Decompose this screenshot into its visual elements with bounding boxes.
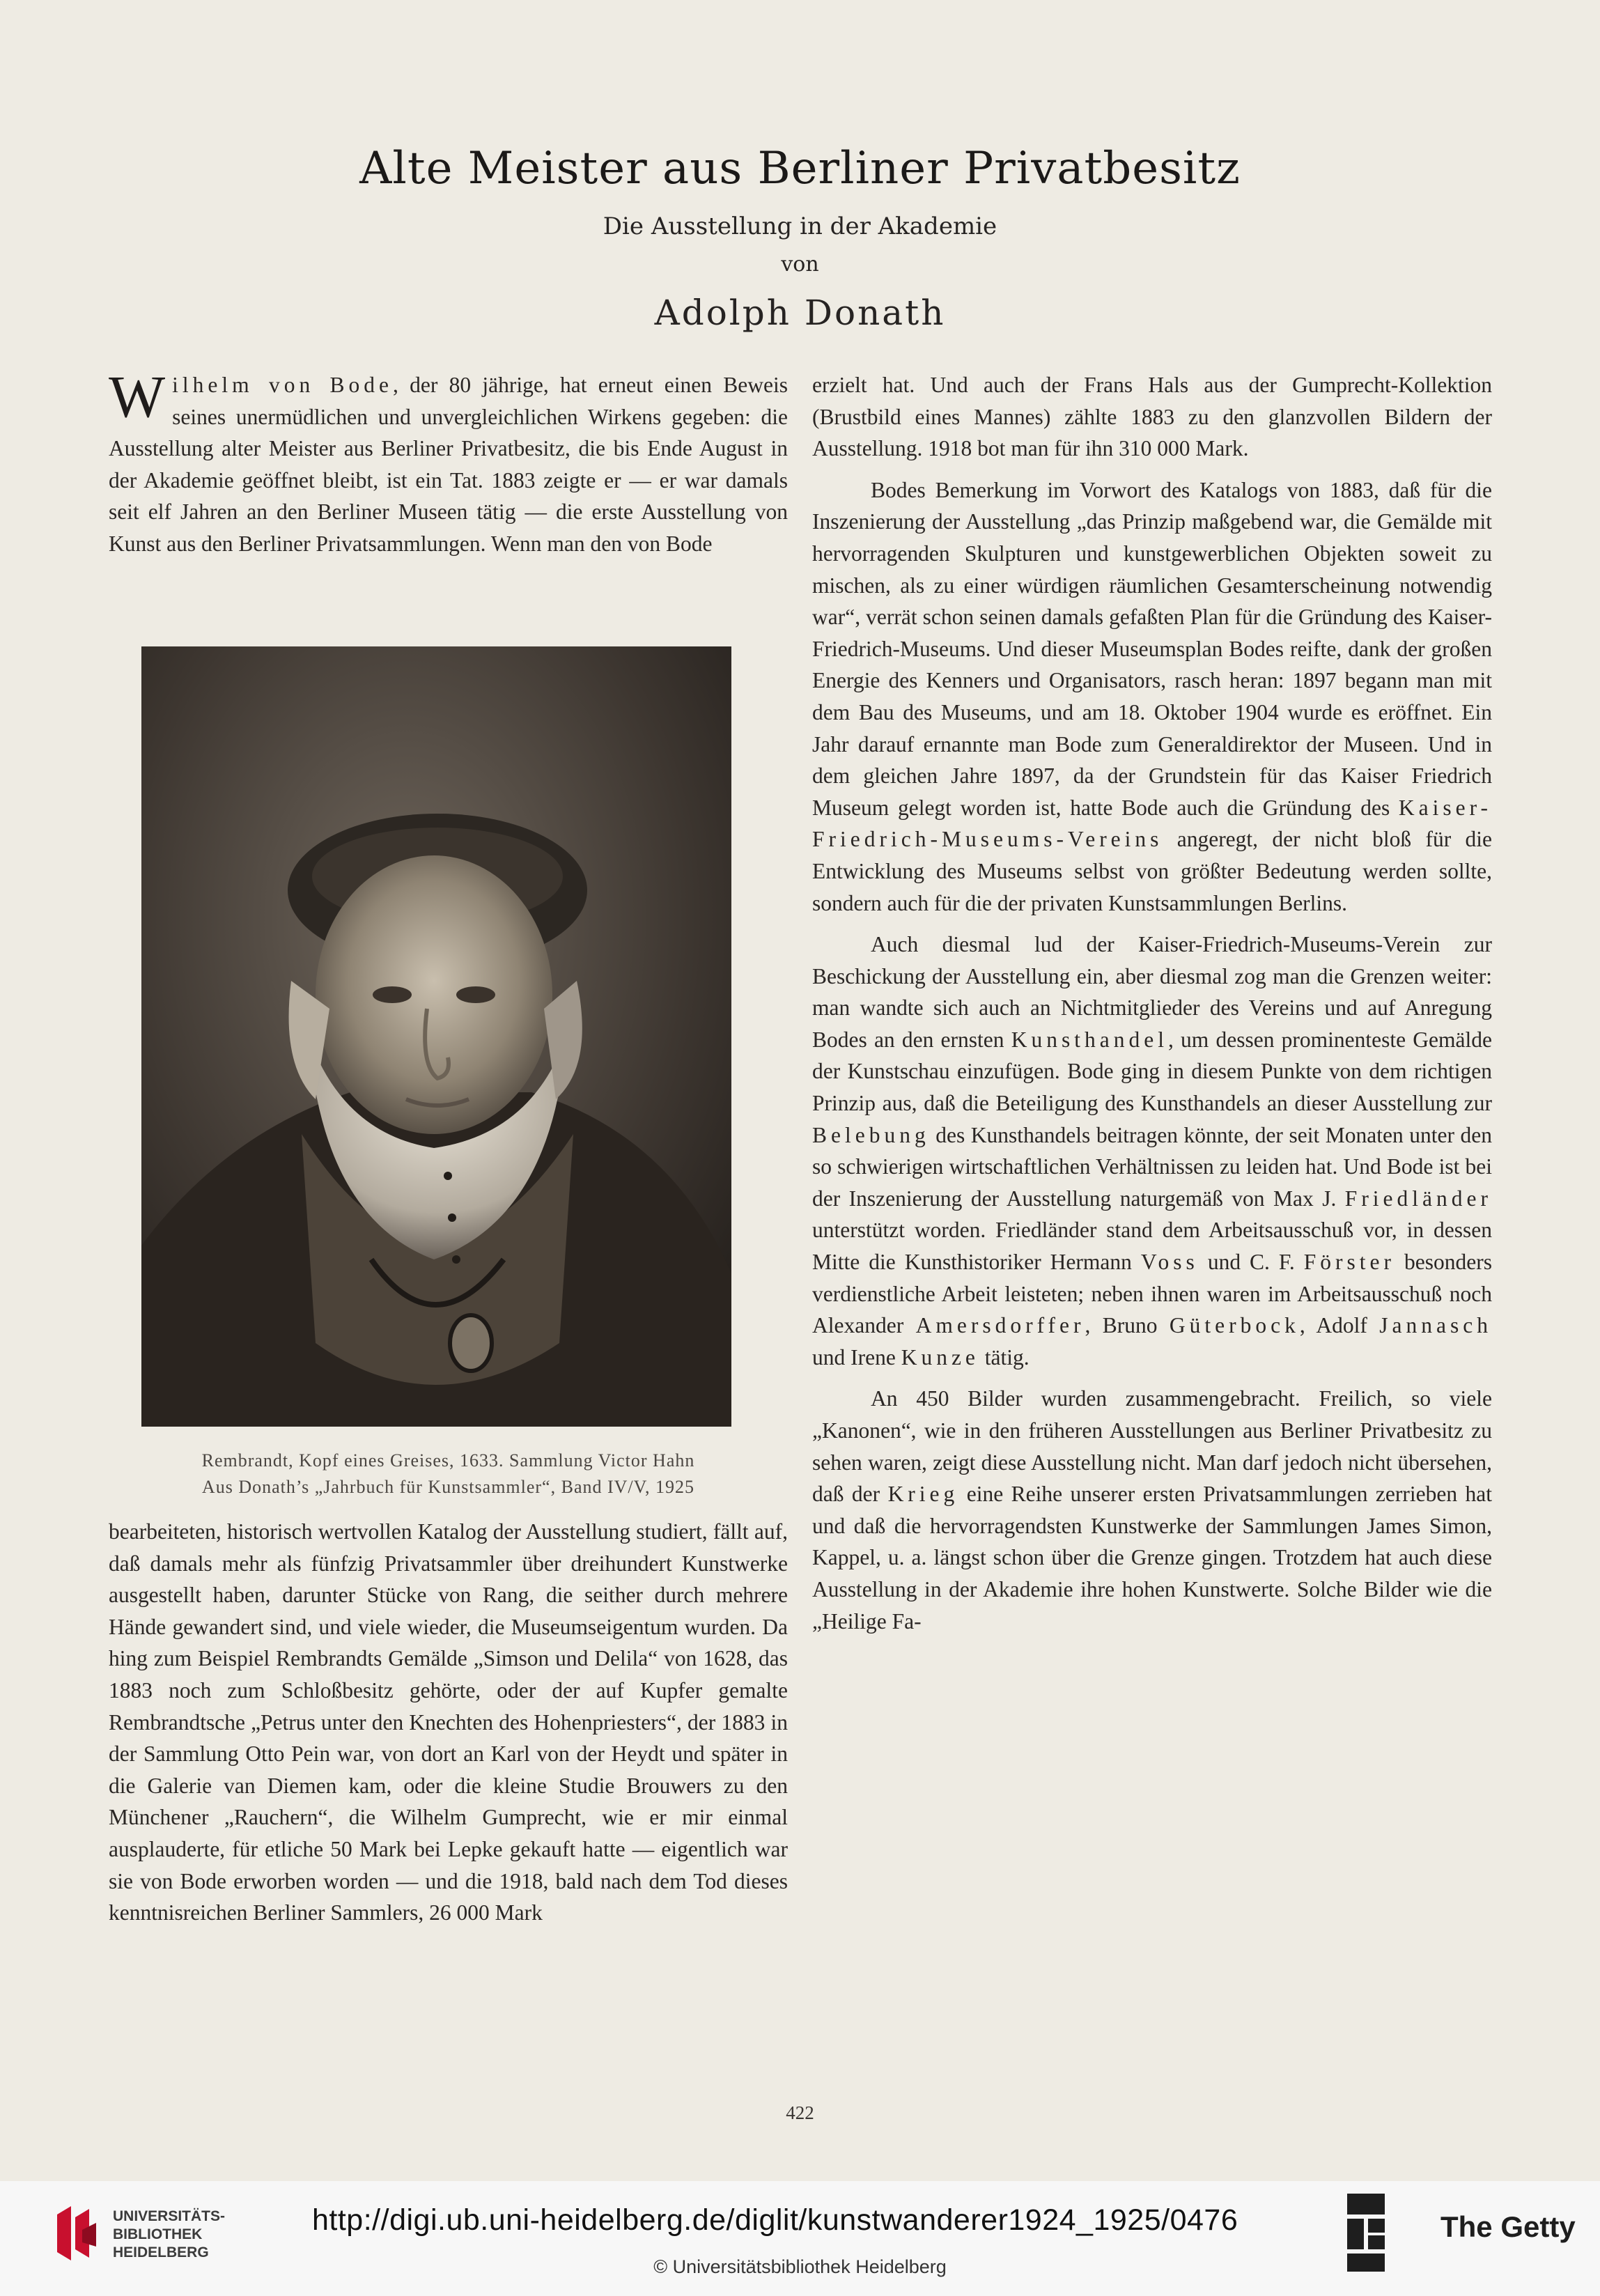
- paragraph: [812, 929, 1492, 1373]
- paragraph: bearbeiteten, historisch wertvollen Katalog der Ausstellung studiert, fällt auf, daß damals mehr als fünfzig Privatsammler über dreihundert Kunstwerke ausgestellt haben, darunter Stücke von Rang, die seither durch mehrere Hände gewandert sind, und viele wieder, die Museumseigentum wurden. Da hing zum Beispiel Rembrandts Gemälde „Simson und Delila“ von 1628, das 1883 noch zum Schloßbesitz gehörte, oder der auf Kupfer gemalte Rembrandtsche „Petrus unter den Knechten des Hohenpriesters“, der 1883 in der Sammlung Otto Pein war, von dort an Karl von der Heydt und später in die Galerie van Diemen kam, oder die kleine Studie Brouwers zu den Münchener „Rauchern“, die Wilhelm Gumprecht, wie er mir einmal ausplauderte, für etliche 50 Mark bei Lepke gekauft hatte — eigentlich war sie von Bode erworben worden — und die 1918, bald nach dem Tod dieses kenntnisreichen Berliner Sammlers, 26 000 Mark: [109, 1519, 788, 1925]
- paragraph-text: und Irene: [812, 1344, 901, 1370]
- paragraph-text: Bodes Bemerkung im Vorwort des Katalogs von 1883, daß für die Inszenierung der Ausstellung „das Prinzip maßgebend war, die Gemälde mit hervorragenden Skulpturen und kunstgewerblichen Objekten soweit zu mischen, als zu einer würdigen räumlichen Gesamterscheinung notwendig war“, verrät schon seinen damals gefaßten Plan für die Gründung des Kaiser-Friedrich-Museums. Und dieser Museumsplan Bodes reifte, dank der großen Energie des Kenners und Organisators, rasch heran: 1897 begann man mit dem Bau des Museums, und am 18. Oktober 1904 wurde es eröffnet. Ein Jahr darauf ernannte man Bode zum Generaldirektor der Museen. Und in dem gleichen Jahre 1897, da der Grundstein für das Kaiser Friedrich Museum gelegt worden ist, hatte Bode auch die Gründung des: [812, 477, 1492, 820]
- emphasized-name: Belebung: [812, 1122, 930, 1147]
- emphasized-name: Kunze: [901, 1344, 979, 1370]
- byline: von: [781, 252, 819, 277]
- emphasized-name: Kunsthandel: [1011, 1027, 1168, 1052]
- viewer-footer: [0, 2181, 1600, 2296]
- emphasized-name: Krieg: [887, 1482, 959, 1507]
- paragraph-text: tätig.: [979, 1344, 1030, 1370]
- emphasized-name: Kaiser-Friedrich-Museums-Vereins: [812, 795, 1492, 852]
- emphasized-name: Jannasch: [1379, 1313, 1492, 1338]
- paragraph-text: An 450 Bilder wurden zusammengebracht. Freilich, so viele „Kanonen“, wie in den früheren Ausstellungen aus Berliner Privatbesitz zu sehen waren, zeigt diese Ausstellung nicht. Man darf jedoch nicht übersehen, daß der: [812, 1386, 1492, 1507]
- emphasized-name: Friedländer: [1344, 1186, 1492, 1211]
- paragraph-text: angeregt, der nicht bloß für die Entwicklung des Museums selbst von größter Bedeutung werden sollte, sondern auch für die der privaten Kunstsammlungen Berlins.: [812, 827, 1492, 915]
- copyright-notice: © Universitätsbibliothek Heidelberg: [653, 2256, 947, 2277]
- left-column-top: [109, 363, 788, 560]
- paragraph-text: , um dessen prominenteste Gemälde der Kunstschau einzufügen. Bode ging in diesem Punkte von dem richtigen Prinzip aus, daß die Beteiligung des Kunsthandels an dieser Ausstellung zur: [812, 1027, 1492, 1116]
- paragraph: [812, 1383, 1492, 1637]
- paragraph: [812, 474, 1492, 919]
- emphasized-name: ilhelm von Bode: [172, 373, 393, 397]
- article-subtitle: Die Ausstellung in der Akademie: [603, 212, 997, 240]
- paragraph-text: unterstützt worden. Friedländer stand dem Arbeitsausschuß vor, in dessen Mitte die Kunsthistoriker Hermann: [812, 1218, 1492, 1275]
- emphasized-name: Voss: [1140, 1250, 1199, 1275]
- paragraph-text: eine Reihe unserer ersten Privatsammlungen zerrieben hat und daß die hervorragendsten Kunstwerke der Sammlungen James Simon, Kappel, u. a. längst schon über die Grenze gingen. Trotzdem hat auch diese Ausstellung in der Akademie ihre hohen Kunstwerte. Solche Bilder wie die „Heilige Fa-: [812, 1482, 1492, 1634]
- paragraph-text: , Bruno: [1085, 1313, 1170, 1338]
- paragraph-text: und C. F.: [1198, 1250, 1304, 1275]
- figure-caption: [109, 1448, 788, 1500]
- paragraph-text: besonders verdienstliche Arbeit leisteten; neben ihnen waren im Arbeitsausschuß noch Alexander: [812, 1250, 1492, 1338]
- paragraph-text: Auch diesmal lud der Kaiser-Friedrich-Museums-Verein zur Beschickung der Ausstellung ein, aber diesmal zog man die Grenzen weiter: man wandte sich auch an Nichtmitglieder des Vereins und auf Anregung Bodes an den ernsten: [812, 932, 1492, 1052]
- left-column-bottom: [109, 1516, 788, 1929]
- right-column: [812, 369, 1492, 1637]
- caption-line: Rembrandt, Kopf eines Greises, 1633. Sammlung Victor Hahn: [201, 1450, 695, 1471]
- caption-line: Aus Donath’s „Jahrbuch für Kunstsammler“, Band IV/V, 1925: [201, 1477, 695, 1497]
- library-name: UNIVERSITÄTS- BIBLIOTHEK HEIDELBERG: [113, 2208, 226, 2260]
- paragraph: [109, 363, 788, 560]
- paragraph-text: , der 80 jährige, hat erneut einen Beweis seines unermüdlichen und unvergleichlichen Wirkens gegeben: die Ausstellung alter Meister aus Berliner Privatbesitz, die bis Ende August in der Akademie geöffnet bleibt, ist ein Tat. 1883 zeigte er — er war damals seit elf Jahren an den Berliner Museen tätig — die erste Ausstellung von Kunst aus den Berliner Privatsammlungen. Wenn man den von Bode: [109, 373, 788, 556]
- getty-name: The Getty: [1440, 2210, 1576, 2243]
- getty-logo-icon: [1346, 2192, 1386, 2276]
- rembrandt-portrait-image: [141, 646, 731, 1427]
- ub-heidelberg-logo-icon: [54, 2202, 99, 2265]
- emphasized-name: Förster: [1303, 1250, 1396, 1275]
- drop-cap: W: [109, 363, 166, 430]
- portrait-illustration: [141, 646, 731, 1427]
- paragraph: erzielt hat. Und auch der Frans Hals aus der Gumprecht-Kollektion (Brustbild eines Mannes) zählte 1883 zu den glanzvollen Bildern der Ausstellung. 1918 bot man für ihn 310 000 Mark.: [812, 373, 1492, 461]
- emphasized-name: Güterbock: [1169, 1313, 1300, 1338]
- paragraph-text: des Kunsthandels beitragen könnte, der seit Monaten unter den so schwierigen wirtschaftlichen Verhältnissen zu leiden hat. Und Bode ist bei der Inszenierung der Ausstellung naturgemäß von Max J.: [812, 1122, 1492, 1211]
- author-name: Adolph Donath: [654, 293, 946, 333]
- emphasized-name: Amersdorffer: [915, 1313, 1085, 1338]
- article-title: Alte Meister aus Berliner Privatbesitz: [359, 143, 1241, 194]
- permalink-url[interactable]: http://digi.ub.uni-heidelberg.de/diglit/kunstwanderer1924_1925/0476: [312, 2203, 1238, 2237]
- page-number: 422: [786, 2102, 814, 2123]
- paragraph-text: , Adolf: [1299, 1313, 1380, 1338]
